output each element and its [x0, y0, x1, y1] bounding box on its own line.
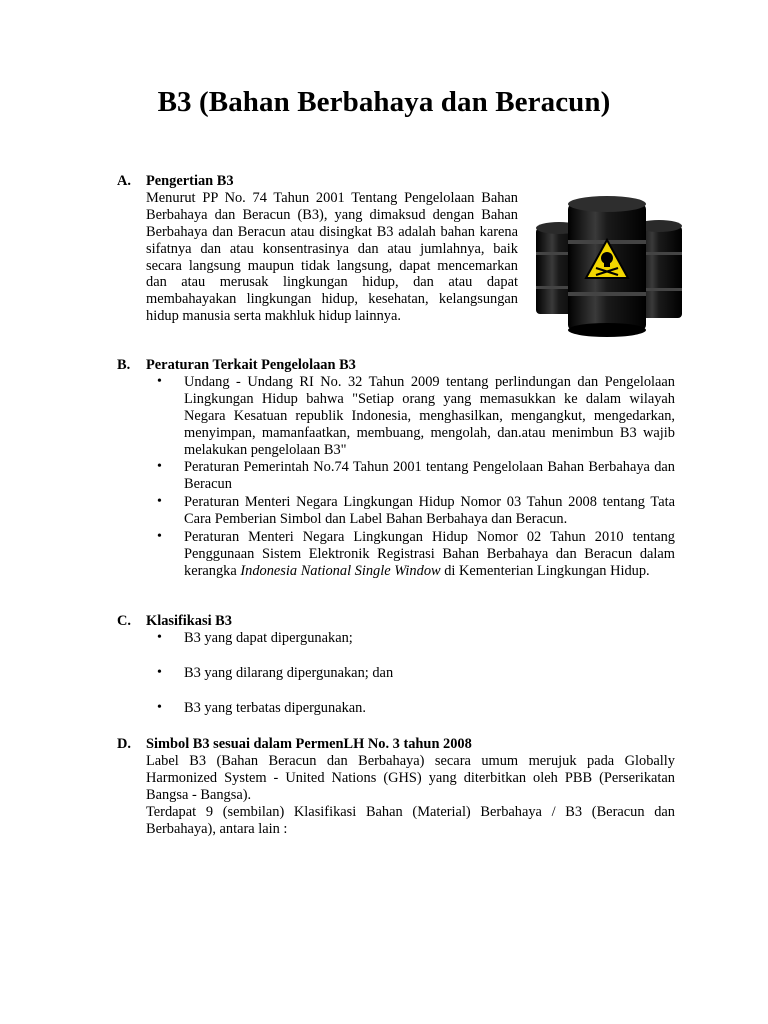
section-c [117, 613, 675, 735]
section-d-title: Simbol B3 sesuai dalam PermenLH No. 3 tahun 2008 [146, 736, 472, 752]
list-item [146, 374, 675, 459]
barrel-center [568, 196, 646, 337]
section-c-heading [117, 613, 675, 630]
section-c-title: Klasifikasi B3 [146, 613, 232, 629]
list-item [146, 459, 675, 493]
list-item-italic-text: Indonesia National Single Window [240, 562, 441, 579]
page-title: B3 (Bahan Berbahaya dan Beracun) [157, 86, 611, 118]
section-b-letter: B. [117, 357, 131, 373]
section-b-list [146, 374, 675, 580]
list-item-text: B3 yang dapat dipergunakan; [184, 629, 353, 646]
bullet-icon: • [157, 459, 162, 475]
section-c-list [146, 630, 675, 717]
section-a [117, 173, 518, 325]
list-item-text: Peraturan Pemerintah No.74 Tahun 2001 tentang Pengelolaan Bahan Berbahaya dan Beracun [184, 459, 675, 493]
section-d-letter: D. [117, 736, 131, 752]
section-a-paragraph: Menurut PP No. 74 Tahun 2001 Tentang Pengelolaan Bahan Berbahaya dan Beracun (B3), yang dimaksud dengan Bahan Berbahaya dan Beracun atau disingkat B3 adalah bahan karena sifatnya dan atau konsentrasinya dan atau jumlahnya, baik secara langsung maupun tidak langsung, dapat mencemarkan dan atau merusak lingkungan hidup, dan atau dapat membahayakan lingkungan hidup, kesehatan, kelangsungan hidup manusia serta makhluk hidup lainnya. [146, 189, 518, 325]
list-item-text: di Kementerian Lingkungan Hidup. [440, 562, 650, 579]
bullet-icon: • [157, 664, 162, 680]
bullet-icon: • [157, 699, 162, 715]
section-d [117, 736, 675, 837]
section-a-title: Pengertian B3 [146, 173, 234, 189]
section-d-heading [117, 736, 675, 753]
list-item-text: Peraturan Menteri Negara Lingkungan Hidup Nomor 02 Tahun 2010 tentang Penggunaan Sistem Elektronik Registrasi Bahan Berbahaya dan Beracun dalam kerangka [184, 529, 675, 579]
section-c-letter: C. [117, 613, 131, 629]
section-a-letter: A. [117, 173, 131, 189]
section-a-heading [117, 173, 518, 190]
section-b-heading [117, 357, 675, 374]
list-item-text: Peraturan Menteri Negara Lingkungan Hidup Nomor 03 Tahun 2008 tentang Tata Cara Pemberian Simbol dan Label Bahan Berbahaya dan Beracun. [184, 494, 675, 528]
bullet-icon: • [157, 494, 162, 510]
bullet-icon: • [157, 629, 162, 645]
list-item [146, 494, 675, 528]
list-item-text: Undang - Undang RI No. 32 Tahun 2009 tentang perlindungan dan Pengelolaan Lingkungan Hidup bahwa "Setiap orang yang memasukkan ke dalam wilayah Negara Kesatuan republik Indonesia, menghasilkan, mengangkut, mengedarkan, menyimpan, mamanfaatkan, membuang, mengolah, dan.atau menimbun B3 wajib melakukan pengelolaan B3" [184, 373, 675, 458]
section-d-paragraph-2: Terdapat 9 (sembilan) Klasifikasi Bahan (Material) Berbahaya / B3 (Beracun dan Berbahaya), antara lain : [146, 803, 675, 837]
list-item [146, 630, 675, 647]
list-item [146, 665, 675, 682]
list-item-text: B3 yang terbatas dipergunakan. [184, 699, 366, 716]
section-b-title: Peraturan Terkait Pengelolaan B3 [146, 357, 356, 373]
section-d-paragraph-1: Label B3 (Bahan Beracun dan Berbahaya) secara umum merujuk pada Globally Harmonized System - United Nations (GHS) yang diterbitkan oleh PBB (Perserikatan Bangsa - Bangsa). [146, 752, 675, 803]
list-item-text: B3 yang dilarang dipergunakan; dan [184, 664, 394, 681]
list-item [146, 529, 675, 580]
section-b [117, 357, 675, 581]
bullet-icon: • [157, 529, 162, 545]
list-item [146, 700, 675, 717]
toxic-barrels-icon [528, 190, 688, 340]
bullet-icon: • [157, 373, 162, 389]
